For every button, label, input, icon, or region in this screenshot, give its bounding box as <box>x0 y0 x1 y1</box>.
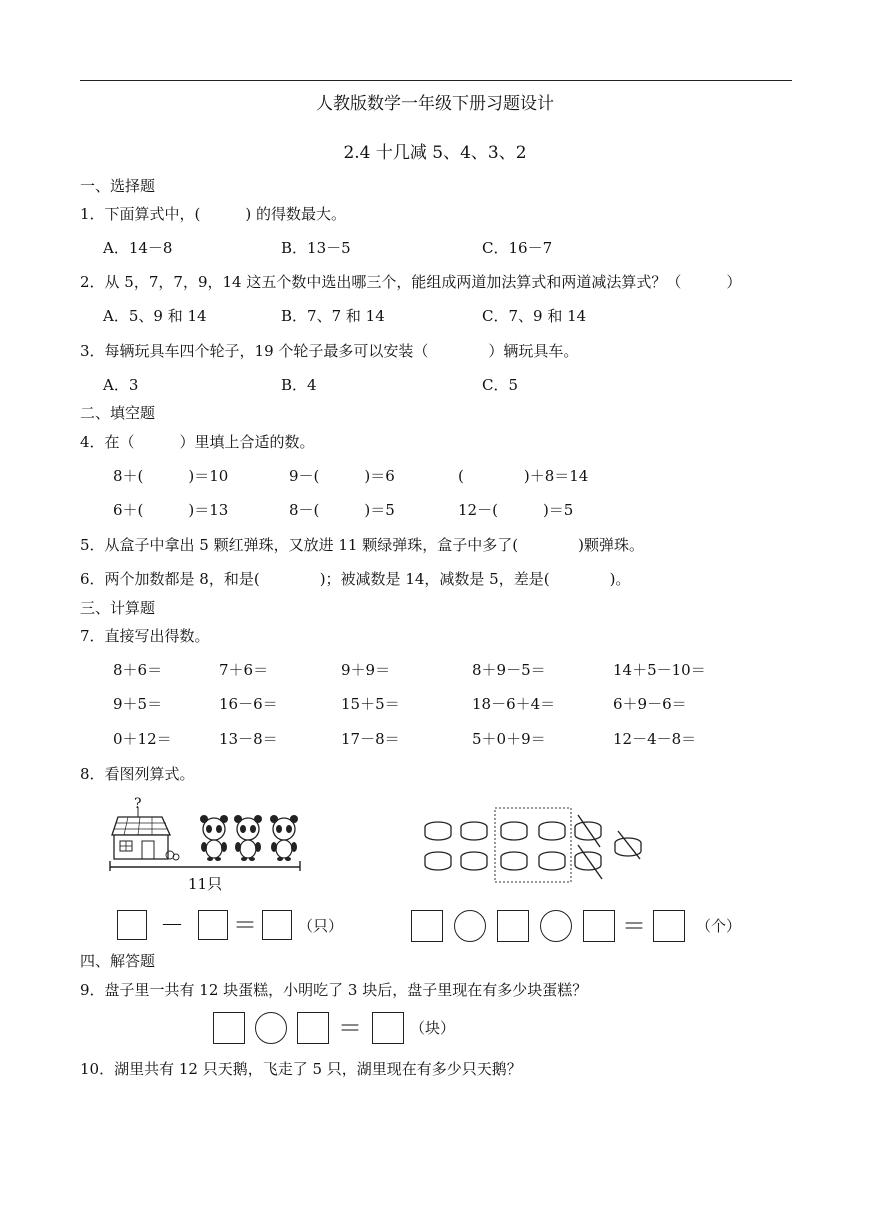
coin-icon <box>539 822 565 840</box>
calc-item: 18－6＋4＝ <box>472 695 556 713</box>
calc-item: 17－8＝ <box>341 730 400 748</box>
panda-icon <box>270 815 298 861</box>
q3-option-c: C．5 <box>482 376 519 394</box>
question-mark-label: ? <box>134 796 142 812</box>
answer-box[interactable] <box>117 910 147 940</box>
question-8: 8．看图列算式。 <box>80 765 195 783</box>
answer-box[interactable] <box>497 910 529 942</box>
section-heading-calc: 三、计算题 <box>80 599 156 617</box>
calc-item: 8＋6＝ <box>113 661 163 679</box>
question-3: 3．每辆玩具车四个轮子，19 个轮子最多可以安装（ ）辆玩具车。 <box>80 342 579 360</box>
question-7: 7．直接写出得数。 <box>80 627 210 645</box>
calc-item: 5＋0＋9＝ <box>472 730 546 748</box>
calc-item: 12－4－8＝ <box>613 730 697 748</box>
question-6: 6．两个加数都是 8，和是( )；被减数是 14，减数是 5，差是( )。 <box>80 570 631 588</box>
total-label: 11只 <box>188 875 223 893</box>
coin-icon <box>501 852 527 870</box>
q4-item: 8＋( )＝10 <box>113 467 229 485</box>
equals-sign: ＝ <box>233 911 257 939</box>
calc-item: 13－8＝ <box>219 730 278 748</box>
answer-box[interactable] <box>262 910 292 940</box>
house-icon <box>112 817 179 860</box>
page-title: 人教版数学一年级下册习题设计 <box>316 94 554 114</box>
question-1: 1．下面算式中，( ) 的得数最大。 <box>80 205 347 223</box>
page-subtitle: 2.4 十几减 5、4、3、2 <box>343 143 527 163</box>
dashed-group-box <box>495 808 571 882</box>
unit-label: （个） <box>696 917 742 935</box>
coins-illustration <box>420 805 650 885</box>
q2-option-c: C．7、9 和 14 <box>482 307 587 325</box>
calc-item: 14＋5－10＝ <box>613 661 706 679</box>
equals-sign: ＝ <box>622 912 646 940</box>
q3-option-b: B．4 <box>281 376 317 394</box>
answer-box[interactable] <box>297 1012 329 1044</box>
section-heading-choice: 一、选择题 <box>80 177 156 195</box>
top-rule <box>80 80 792 81</box>
question-10: 10．湖里共有 12 只天鹅，飞走了 5 只，湖里现在有多少只天鹅？ <box>80 1060 522 1078</box>
coin-icon <box>425 822 451 840</box>
operator-circle[interactable] <box>540 910 572 942</box>
calc-item: 16－6＝ <box>219 695 278 713</box>
coin-icon <box>575 852 601 870</box>
q4-item: 6＋( )＝13 <box>113 501 229 519</box>
panda-icon <box>234 815 262 861</box>
q1-option-a: A．14－8 <box>103 239 173 257</box>
panda-icon <box>200 815 228 861</box>
q1-option-c: C．16－7 <box>482 239 553 257</box>
q2-option-a: A．5、9 和 14 <box>103 307 207 325</box>
q4-item: ( )＋8＝14 <box>458 467 589 485</box>
question-2: 2．从 5，7，7，9，14 这五个数中选出哪三个，能组成两道加法算式和两道减法算式？（ ） <box>80 273 742 291</box>
calc-item: 6＋9－6＝ <box>613 695 687 713</box>
coin-icon <box>461 822 487 840</box>
q4-item: 8－( )＝5 <box>289 501 395 519</box>
coin-icon <box>539 852 565 870</box>
answer-box[interactable] <box>372 1012 404 1044</box>
unit-label: （只） <box>298 917 344 935</box>
coin-icon <box>425 852 451 870</box>
operator-circle[interactable] <box>255 1012 287 1044</box>
answer-box[interactable] <box>583 910 615 942</box>
calc-item: 9＋9＝ <box>341 661 391 679</box>
calc-item: 7＋6＝ <box>219 661 269 679</box>
answer-box[interactable] <box>198 910 228 940</box>
question-9: 9．盘子里一共有 12 块蛋糕，小明吃了 3 块后，盘子里现在有多少块蛋糕？ <box>80 981 588 999</box>
section-heading-solve: 四、解答题 <box>80 952 156 970</box>
section-heading-fill: 二、填空题 <box>80 404 156 422</box>
question-5: 5．从盒子中拿出 5 颗红弹珠，又放进 11 颗绿弹珠，盒子中多了( )颗弹珠。 <box>80 536 644 554</box>
calc-item: 9＋5＝ <box>113 695 163 713</box>
unit-label: （块） <box>410 1019 456 1037</box>
coin-icon <box>501 822 527 840</box>
q4-item: 12－( )＝5 <box>458 501 574 519</box>
equals-sign: ＝ <box>338 1014 362 1042</box>
coin-icon <box>615 838 641 856</box>
calc-item: 0＋12＝ <box>113 730 172 748</box>
coin-icon <box>461 852 487 870</box>
minus-sign: － <box>160 911 184 939</box>
q2-option-b: B．7、7 和 14 <box>281 307 385 325</box>
coin-icon <box>575 822 601 840</box>
answer-box[interactable] <box>653 910 685 942</box>
q3-option-a: A．3 <box>103 376 139 394</box>
calc-item: 8＋9－5＝ <box>472 661 546 679</box>
q4-item: 9－( )＝6 <box>289 467 395 485</box>
question-4: 4．在（ ）里填上合适的数。 <box>80 433 315 451</box>
answer-box[interactable] <box>213 1012 245 1044</box>
calc-item: 15＋5＝ <box>341 695 400 713</box>
answer-box[interactable] <box>411 910 443 942</box>
operator-circle[interactable] <box>454 910 486 942</box>
q1-option-b: B．13－5 <box>281 239 351 257</box>
